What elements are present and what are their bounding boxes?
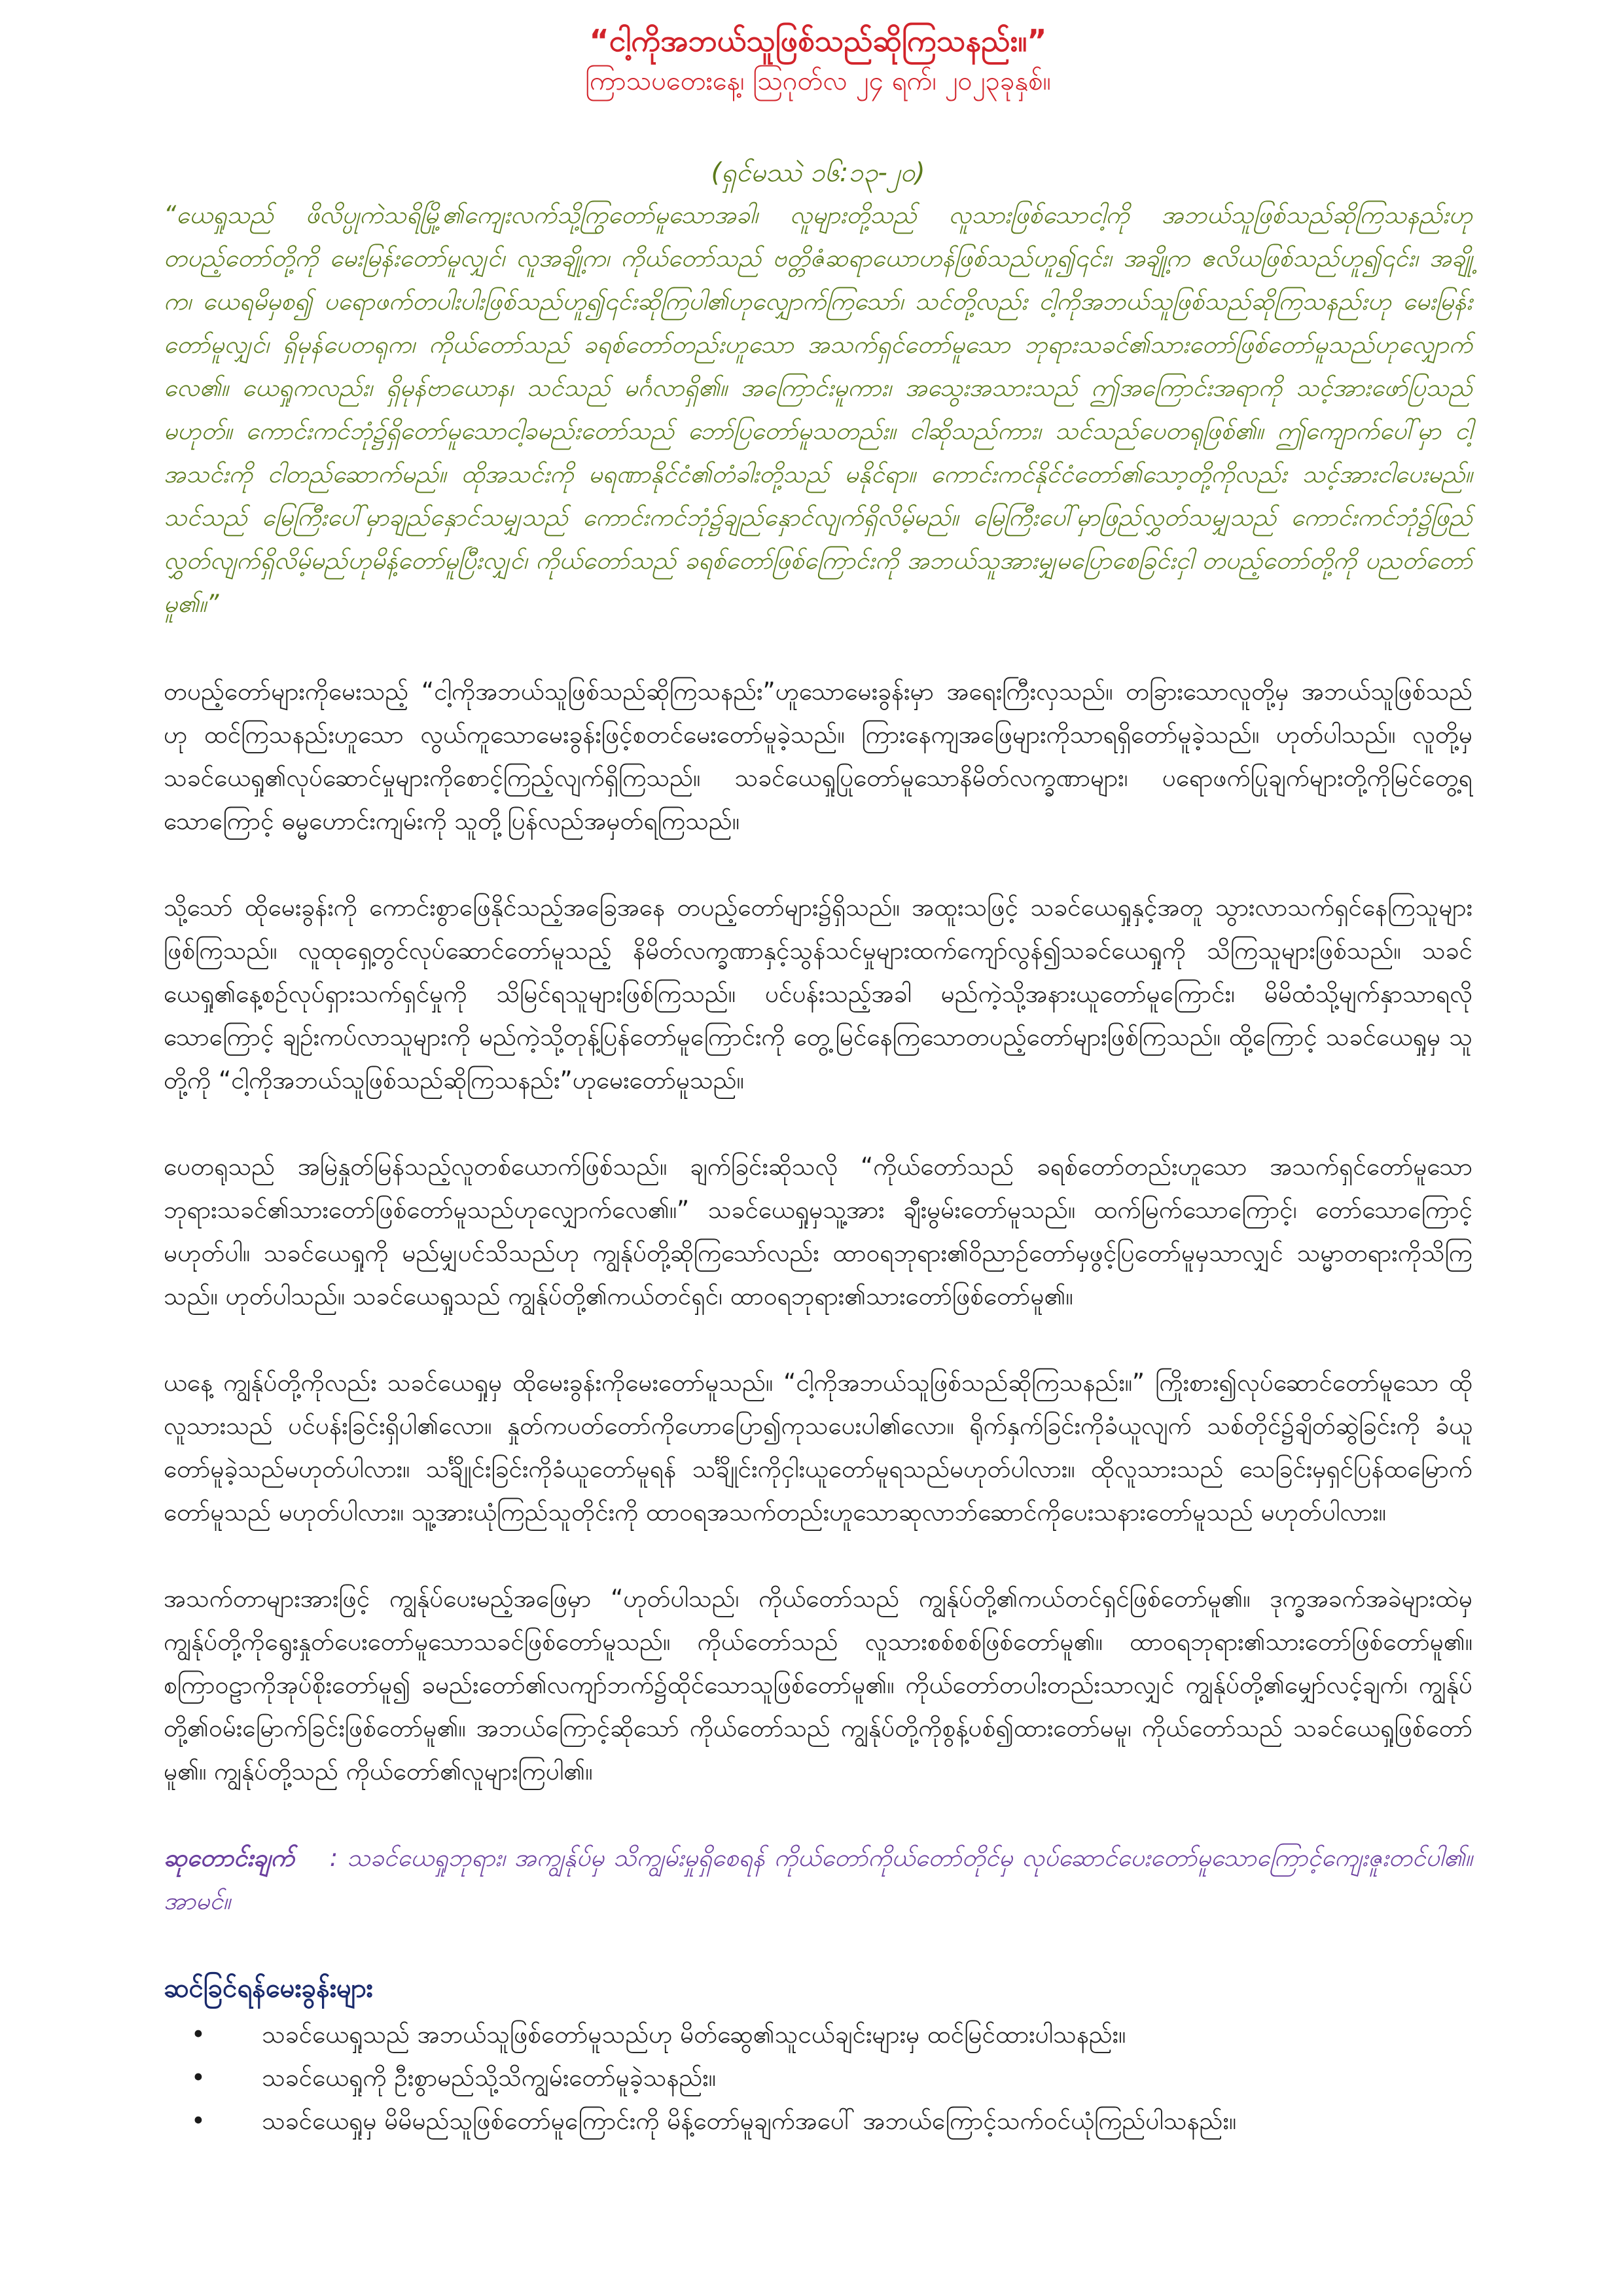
bullet-icon: •: [191, 2064, 205, 2092]
question-text: သခင်ယေရှုကို ဦးစွာမည်သို့သိကျွမ်းတော်မူခဲ့သနည်း။: [262, 2064, 716, 2092]
prayer-label: ဆုတောင်းချက်: [164, 1844, 294, 1872]
questions-list: [164, 2013, 1472, 2143]
question-text: သခင်ယေရှုမှ မိမိမည်သူဖြစ်တော်မူကြောင်းကို မိန့်တော်မူချက်အပေါ် အဘယ်ကြောင့်သက်ဝင်ယုံကြည်ပါသနည်း။: [262, 2107, 1237, 2135]
prayer-section: [164, 1837, 1472, 1923]
question-text: သခင်ယေရှုသည် အဘယ်သူဖြစ်တော်မူသည်ဟု မိတ်ဆွေ၏သူငယ်ချင်းများမှ ထင်မြင်ထားပါသနည်း။: [262, 2020, 1126, 2049]
list-item: [164, 2056, 1472, 2100]
list-item: [164, 2013, 1472, 2056]
body-paragraph-4: ယနေ့ ကျွန်ုပ်တို့ကိုလည်း သခင်ယေရှုမှ ထိုမေးခွန်းကိုမေးတော်မူသည်။ “ငါ့ကိုအဘယ်သူဖြစ်သည်ဆိုကြသနည်း။” ကြိုးစား၍လုပ်ဆောင်တော်မူသော ထိုလူသားသည် ပင်ပန်းခြင်းရှိပါ၏လော။ နှုတ်ကပတ်တော်ကိုဟောပြော၍ကုသပေးပါ၏လော။ ရိုက်နှက်ခြင်းကိုခံယူလျက် သစ်တိုင်၌ချိတ်ဆွဲခြင်းကို ခံယူတော်မူခဲ့သည်မဟုတ်ပါလား။ သင်္ချိုင်းခြင်းကိုခံယူတော်မူရန် သင်္ချိုင်းကိုငှါးယူတော်မူရသည်မဟုတ်ပါလား။ ထိုလူသားသည် သေခြင်းမှရှင်ပြန်ထမြောက်တော်မူသည် မဟုတ်ပါလား။ သူ့အားယုံကြည်သူတိုင်းကို ထာဝရအသက်တည်းဟူသောဆုလာဘ်ဆောင်ကိုပေးသနားတော်မူသည် မဟုတ်ပါလား။: [164, 1369, 1472, 1526]
bullet-icon: •: [191, 2107, 205, 2135]
scripture-reference: (ရှင်မဿဲ ၁၆:၁၃-၂၀): [711, 158, 925, 188]
body-paragraph-2: သို့သော် ထိုမေးခွန်းကို ကောင်းစွာဖြေနိုင်သည့်အခြေအနေ တပည့်တော်များ၌ရှိသည်။ အထူးသဖြင့် သခင်ယေရှုနှင့်အတူ သွားလာသက်ရှင်နေကြသူများဖြစ်ကြသည်။ လူထုရှေ့တွင်လုပ်ဆောင်တော်မူသည့် နိမိတ်လက္ခဏာနှင့်သွန်သင်မှုများထက်ကျော်လွန်၍သခင်ယေရှုကို သိကြသူများဖြစ်သည်။ သခင်ယေရှု၏နေ့စဉ်လုပ်ရှားသက်ရှင်မှုကို သိမြင်ရသူများဖြစ်ကြသည်။ ပင်ပန်းသည့်အခါ မည်ကဲ့သို့အနားယူတော်မူကြောင်း၊ မိမိထံသို့မျက်နှာသာရလိုသောကြောင့် ချဉ်းကပ်လာသူများကို မည်ကဲ့သို့တုန့်ပြန်တော်မူကြောင်းကို တွေ့မြင်နေကြသောတပည့်တော်များဖြစ်ကြသည်။ ထို့ကြောင့် သခင်ယေရှုမှ သူတို့ကို “ငါ့ကိုအဘယ်သူဖြစ်သည်ဆိုကြသနည်း”ဟုမေးတော်မူသည်။: [164, 893, 1472, 1094]
prayer-text: : သခင်ယေရှုဘုရား၊ အကျွန်ုပ်မှ သိကျွမ်းမှုရှိစေရန် ကိုယ်တော်ကိုယ်တော်တိုင်မှ လုပ်ဆောင်ပေးတော်မူသောကြောင့်ကျေးဇူးတင်ပါ၏။ အာမင်။: [164, 1844, 1472, 1915]
body-paragraph-1: တပည့်တော်များကိုမေးသည့် “ငါ့ကိုအဘယ်သူဖြစ်သည်ဆိုကြသနည်း”ဟူသောမေးခွန်းမှာ အရေးကြီးလှသည်။ တခြားသောလူတို့မှ အဘယ်သူဖြစ်သည်ဟု ထင်ကြသနည်းဟူသော လွယ်ကူသောမေးခွန်းဖြင့်စတင်မေးတော်မူခဲ့သည်။ ကြားနေကျအဖြေများကိုသာရရှိတော်မူခဲ့သည်။ ဟုတ်ပါသည်။ လူတို့မှ သခင်ယေရှု၏လုပ်ဆောင်မှုများကိုစောင့်ကြည့်လျက်ရှိကြသည်။ သခင်ယေရှုပြုတော်မူသောနိမိတ်လက္ခဏာများ၊ ပရောဖက်ပြုချက်များတို့ကိုမြင်တွေ့ရသောကြောင့် ဓမ္မဟောင်းကျမ်းကို သူတို့ပြန်လည်အမှတ်ရကြသည်။: [164, 677, 1472, 835]
devotional-page: [164, 20, 1472, 2143]
page-title: “ငါ့ကိုအဘယ်သူဖြစ်သည်ဆိုကြသနည်း။”: [589, 23, 1047, 58]
body-paragraph-3: ပေတရုသည် အမြဲနှုတ်မြန်သည့်လူတစ်ယောက်ဖြစ်သည်။ ချက်ခြင်းဆိုသလို “ကိုယ်တော်သည် ခရစ်တော်တည်းဟူသော အသက်ရှင်တော်မူသော ဘုရားသခင်၏သားတော်ဖြစ်တော်မူသည်ဟုလျှောက်လေ၏။” သခင်ယေရှုမှသူ့အား ချီးမွမ်းတော်မူသည်။ ထက်မြက်သောကြောင့်၊ တော်သောကြောင့်မဟုတ်ပါ။ သခင်ယေရှုကို မည်မျှပင်သိသည်ဟု ကျွန်ုပ်တို့ဆိုကြသော်လည်း ထာဝရဘုရား၏ဝိညာဉ်တော်မှဖွင့်ပြတော်မူမှသာလျှင် သမ္မာတရားကိုသိကြသည်။ ဟုတ်ပါသည်။ သခင်ယေရှုသည် ကျွန်ုပ်တို့၏ကယ်တင်ရှင်၊ ထာဝရဘုရား၏သားတော်ဖြစ်တော်မူ၏။: [164, 1153, 1472, 1310]
scripture-text: “ယေရှုသည် ဖိလိပ္ပုကဲသရိမြို့၏ကျေးလက်သို့ကြွတော်မူသောအခါ၊ လူများတို့သည် လူသားဖြစ်သောငါ့ကို အဘယ်သူဖြစ်သည်ဆိုကြသနည်းဟု တပည့်တော်တို့ကို မေးမြန်းတော်မူလျှင်၊ လူအချို့က၊ ကိုယ်တော်သည် ဗတ္တိဇံဆရာယောဟန်ဖြစ်သည်ဟူ၍၎င်း၊ အချို့က ဧလိယဖြစ်သည်ဟူ၍၎င်း၊ အချို့က၊ ယေရမိမှစ၍ ပရောဖက်တပါးပါးဖြစ်သည်ဟူ၍၎င်းဆိုကြပါ၏ဟုလျှောက်ကြသော်၊ သင်တို့လည်း ငါ့ကိုအဘယ်သူဖြစ်သည်ဆိုကြသနည်းဟု မေးမြန်းတော်မူလျှင်၊ ရှိမုန်ပေတရုက၊ ကိုယ်တော်သည် ခရစ်တော်တည်းဟူသော အသက်ရှင်တော်မူသော ဘုရားသခင်၏သားတော်ဖြစ်တော်မူသည်ဟုလျှောက်လေ၏။ ယေရှုကလည်း၊ ရှိမုန်ဗာယောန၊ သင်သည် မင်္ဂလာရှိ၏။ အကြောင်းမူကား၊ အသွေးအသားသည် ဤအကြောင်းအရာကို သင့်အားဖော်ပြသည်မဟုတ်။ ကောင်းကင်ဘုံ၌ရှိတော်မူသောငါ့ခမည်းတော်သည် ဘော်ပြတော်မူသတည်း။ ငါဆိုသည်ကား၊ သင်သည်ပေတရုဖြစ်၏။ ဤကျောက်ပေါ်မှာ ငါ့အသင်းကို ငါတည်ဆောက်မည်။ ထိုအသင်းကို မရဏာနိုင်ငံ၏တံခါးတို့သည် မနိုင်ရာ။ ကောင်းကင်နိုင်ငံတော်၏သော့တို့ကိုလည်း သင့်အားငါပေးမည်။ သင်သည် မြေကြီးပေါ်မှာချည်နှောင်သမျှသည် ကောင်းကင်ဘုံ၌ချည်နှောင်လျက်ရှိလိမ့်မည်။ မြေကြီးပေါ်မှာဖြည်လွှတ်သမျှသည် ကောင်းကင်ဘုံ၌ဖြည်လွှတ်လျက်ရှိလိမ့်မည်ဟုမိန့်တော်မူပြီးလျှင်၊ ကိုယ်တော်သည် ခရစ်တော်ဖြစ်ကြောင်းကို အဘယ်သူအားမျှမပြောစေခြင်းငှါ တပည့်တော်တို့ကို ပညတ်တော်မူ၏။”: [164, 201, 1472, 618]
bullet-icon: •: [191, 2020, 205, 2049]
questions-heading: ဆင်ခြင်ရန်မေးခွန်းများ: [164, 1973, 373, 2003]
list-item: [164, 2100, 1472, 2143]
page-date: ကြာသပတေးနေ့၊ ဩဂုတ်လ ၂၄ ရက်၊ ၂၀၂၃ခုနှစ်။: [585, 66, 1051, 96]
body-paragraph-5: အသက်တာများအားဖြင့် ကျွန်ုပ်ပေးမည့်အဖြေမှာ “ဟုတ်ပါသည်၊ ကိုယ်တော်သည် ကျွန်ုပ်တို့၏ကယ်တင်ရှင်ဖြစ်တော်မူ၏။ ဒုက္ခအခက်အခဲများထဲမှ ကျွန်ုပ်တို့ကိုရွေးနှုတ်ပေးတော်မူသောသခင်ဖြစ်တော်မူသည်။ ကိုယ်တော်သည် လူသားစစ်စစ်ဖြစ်တော်မူ၏။ ထာဝရဘုရား၏သားတော်ဖြစ်တော်မူ၏။ စကြာဝဠာကိုအုပ်စိုးတော်မူ၍ ခမည်းတော်၏လကျာ်ဘက်၌ထိုင်သောသူဖြစ်တော်မူ၏။ ကိုယ်တော်တပါးတည်းသာလျှင် ကျွန်ုပ်တို့၏မျှော်လင့်ချက်၊ ကျွန်ုပ်တို့၏ဝမ်းမြောက်ခြင်းဖြစ်တော်မူ၏။ အဘယ်ကြောင့်ဆိုသော် ကိုယ်တော်သည် ကျွန်ုပ်တို့ကိုစွန့်ပစ်၍ထားတော်မမူ၊ ကိုယ်တော်သည် သခင်ယေရှုဖြစ်တော်မူ၏။ ကျွန်ုပ်တို့သည် ကိုယ်တော်၏လူများကြပါ၏။: [164, 1585, 1472, 1785]
